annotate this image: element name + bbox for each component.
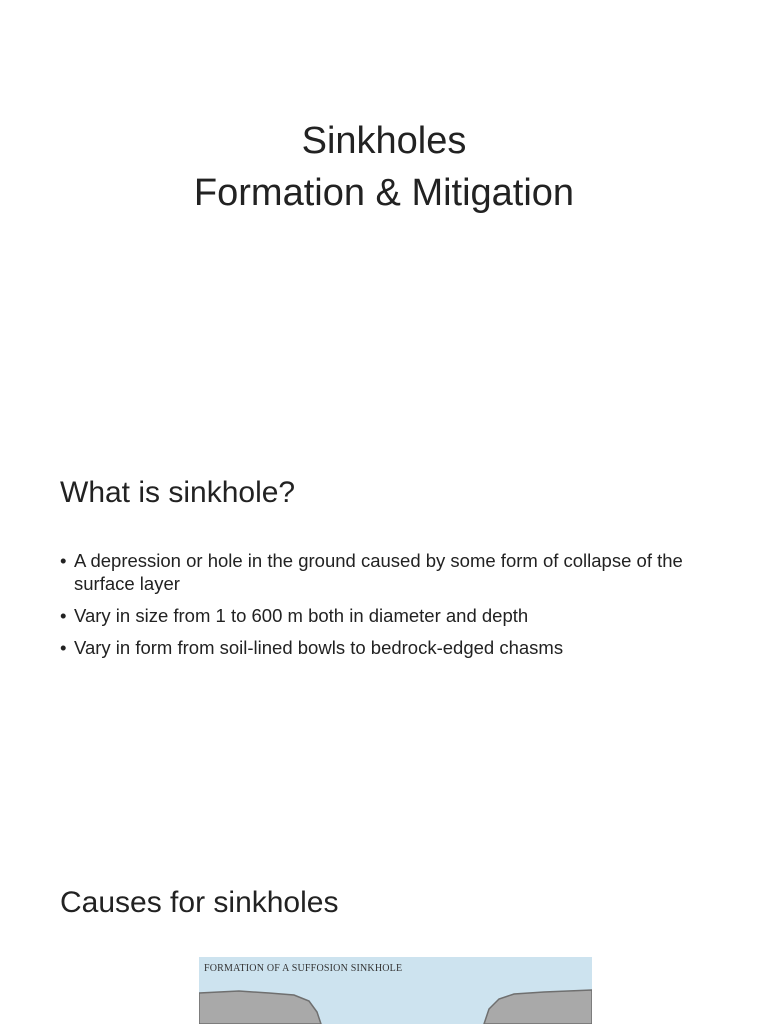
bullet-item: • Vary in size from 1 to 600 m both in diameter and depth	[60, 604, 720, 627]
slide-subtitle: Formation & Mitigation	[193, 172, 575, 214]
sinkhole-diagram	[199, 957, 592, 1024]
slide-title: Sinkholes	[301, 120, 467, 162]
diagram-caption: FORMATION OF A SUFFOSION SINKHOLE	[204, 963, 403, 974]
section-heading-what-is-sinkhole: What is sinkhole?	[60, 476, 296, 509]
bullet-list	[60, 549, 720, 668]
bullet-item: • A depression or hole in the ground caused by some form of collapse of the surface layer	[60, 549, 720, 595]
title-slide	[0, 115, 768, 219]
bullet-item: • Vary in form from soil-lined bowls to bedrock-edged chasms	[60, 636, 720, 659]
section-heading-causes: Causes for sinkholes	[60, 886, 339, 919]
